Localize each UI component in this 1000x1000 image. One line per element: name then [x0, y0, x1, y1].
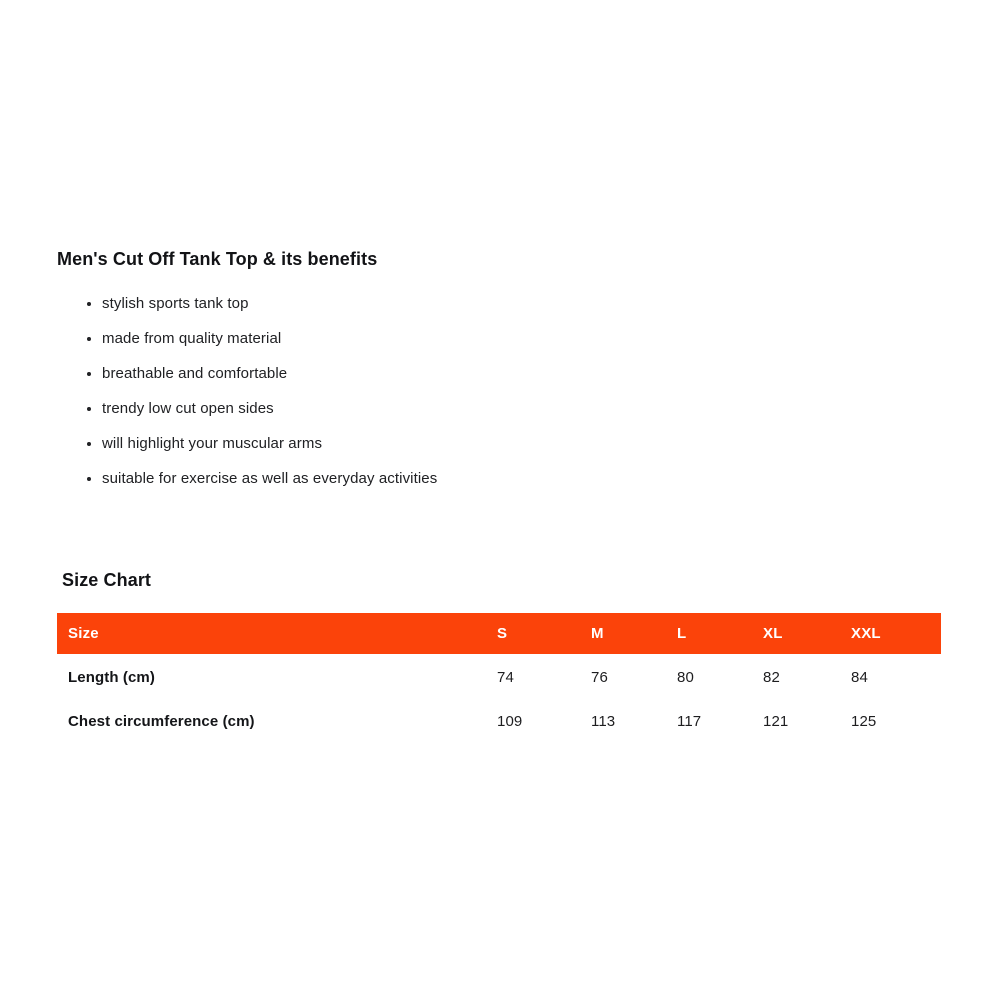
- table-row-length: [57, 654, 941, 698]
- chest-value-xxl: 125: [851, 713, 877, 730]
- chest-value-s: 109: [497, 713, 523, 730]
- chest-value-m: 113: [591, 713, 616, 730]
- chest-value-l: 117: [677, 713, 702, 730]
- chest-value-xl: 121: [763, 713, 789, 730]
- length-value-xxl: 84: [851, 669, 868, 686]
- col-header-size: Size: [57, 613, 497, 654]
- col-header-m: M: [591, 613, 677, 654]
- col-header-s: S: [497, 613, 591, 654]
- length-value-s: 74: [497, 669, 514, 686]
- col-header-l: L: [677, 613, 763, 654]
- size-chart-table: [57, 613, 941, 742]
- length-value-l: 80: [677, 669, 694, 686]
- row-label-chest: Chest circumference (cm): [68, 713, 255, 730]
- benefit-item: • made from quality material: [102, 331, 941, 346]
- row-label-length: Length (cm): [68, 669, 155, 686]
- col-header-xl: XL: [763, 613, 851, 654]
- content-area: [57, 250, 941, 742]
- benefit-item: • breathable and comfortable: [102, 366, 941, 381]
- benefits-title: Men's Cut Off Tank Top & its benefits: [57, 249, 378, 269]
- benefits-list: [57, 296, 941, 486]
- benefit-item: • will highlight your muscular arms: [102, 436, 941, 451]
- length-value-m: 76: [591, 669, 608, 686]
- col-header-xxl: XXL: [851, 613, 941, 654]
- size-chart-title: Size Chart: [62, 570, 152, 590]
- table-row-chest: [57, 698, 941, 742]
- size-table-header-row: [57, 613, 941, 654]
- benefit-item: • trendy low cut open sides: [102, 401, 941, 416]
- benefit-item: • suitable for exercise as well as everyday activities: [102, 471, 941, 486]
- length-value-xl: 82: [763, 669, 780, 686]
- benefit-item: • stylish sports tank top: [102, 296, 941, 311]
